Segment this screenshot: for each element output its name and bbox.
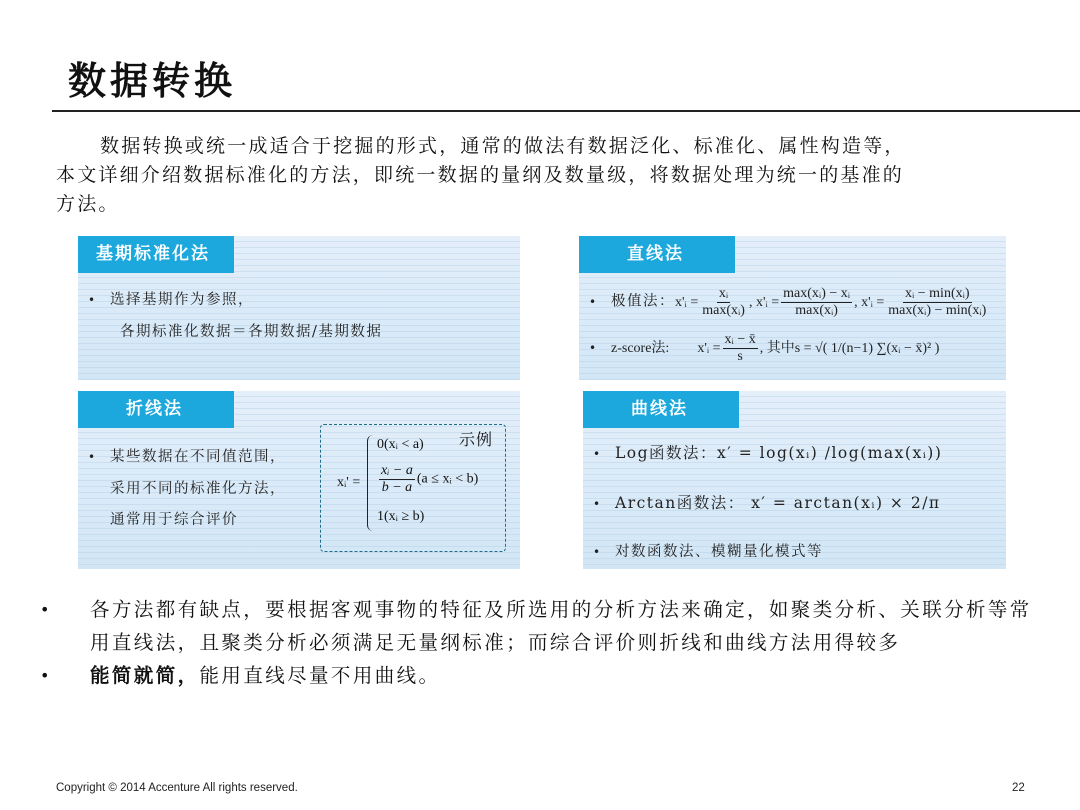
piecewise-lhs: xᵢ' = bbox=[337, 475, 361, 490]
panel-header: 折线法 bbox=[78, 391, 234, 428]
piecewise-line-1: 某些数据在不同值范围， bbox=[110, 449, 286, 465]
summary-item-1: 各方法都有缺点，要根据客观事物的特征及所选用的分析方法来确定，如聚类分析、关联分析等常用直线法，且聚类分析必须满足无量纲标准；而综合评价则折线和曲线方法用得较多 bbox=[90, 598, 1032, 654]
piecewise-line-3: 通常用于综合评价 bbox=[110, 512, 238, 528]
bullet-icon: • bbox=[589, 340, 598, 355]
log-method: Log函数法：x′ = log(xᵢ) /log(max(xᵢ)) bbox=[615, 444, 943, 462]
example-label: 示例 bbox=[458, 430, 493, 449]
base-period-bullet: 选择基期作为参照， bbox=[110, 292, 254, 308]
bullet-icon: • bbox=[593, 545, 602, 559]
panel-piecewise bbox=[78, 391, 520, 569]
page-number: 22 bbox=[1012, 782, 1025, 794]
bullet-icon: • bbox=[88, 293, 97, 307]
example-box bbox=[320, 424, 506, 552]
minmax-label: 极值法： bbox=[611, 293, 675, 310]
minmax-formula: x'ᵢ = $\frac{\text{xᵢ}}{\text{max(xᵢ)}}$ , x'ᵢ = $\frac{\text{max(xᵢ) − xᵢ}}{\text{max(xᵢ)}}$ , x'ᵢ = $\frac{\text{xᵢ − min(xᵢ)}}{\text{max(xᵢ) − min(xᵢ)}}$ bbox=[675, 286, 987, 318]
bullet-icon: • bbox=[593, 447, 602, 461]
title-divider bbox=[52, 110, 1080, 112]
slide-title: 数据转换 bbox=[68, 59, 237, 103]
bullet-icon: • bbox=[593, 497, 602, 511]
bullet-icon: • bbox=[88, 450, 97, 464]
other-methods: 对数函数法、模糊量化模式等 bbox=[615, 544, 823, 560]
panel-header: 直线法 bbox=[579, 236, 735, 273]
brace-icon bbox=[367, 435, 375, 531]
zscore-label: z-score法: bbox=[611, 340, 670, 356]
piecewise-case-3: 1(xᵢ ≥ b) bbox=[377, 509, 425, 524]
bullet-icon: • bbox=[40, 666, 52, 685]
summary-item bbox=[40, 593, 1050, 659]
bullet-icon: • bbox=[40, 600, 52, 619]
copyright-footer: Copyright © 2014 Accenture All rights reserved. bbox=[56, 782, 298, 794]
piecewise-case-2: $\frac{\text{xᵢ − a}}{b - a}$ (a ≤ xᵢ < b) bbox=[381, 463, 479, 495]
bullet-icon: • bbox=[589, 294, 598, 309]
piecewise-line-2: 采用不同的标准化方法， bbox=[110, 481, 286, 497]
summary-item-2-emphasis: 能简就简， bbox=[90, 664, 200, 687]
arctan-method: Arctan函数法： x′ = arctan(xᵢ) × 2/π bbox=[615, 494, 941, 512]
summary-list bbox=[40, 593, 1050, 692]
summary-item-2-text: 能用直线尽量不用曲线。 bbox=[199, 664, 441, 687]
panel-curve bbox=[583, 391, 1006, 569]
intro-line-2: 本文详细介绍数据标准化的方法，即统一数据的量纲及数量级，将数据处理为统一的基准的 bbox=[56, 164, 905, 186]
panel-header: 曲线法 bbox=[583, 391, 739, 428]
panel-header: 基期标准化法 bbox=[78, 236, 234, 273]
panel-linear bbox=[579, 236, 1006, 380]
piecewise-case-1: 0(xᵢ < a) bbox=[377, 437, 424, 452]
base-period-formula: 各期标准化数据＝各期数据/基期数据 bbox=[120, 324, 383, 340]
intro-paragraph bbox=[56, 132, 1036, 219]
panel-base-period bbox=[78, 236, 520, 380]
summary-item bbox=[40, 659, 1050, 692]
intro-line-1: 数据转换或统一成适合于挖掘的形式，通常的做法有数据泛化、标准化、属性构造等， bbox=[100, 135, 906, 157]
zscore-formula: x'ᵢ = $\frac{\text{xᵢ − x̄}}{s}$ , 其中s = √( 1/(n−1) ∑(xᵢ − x̄)² ) bbox=[697, 332, 940, 364]
intro-line-3: 方法。 bbox=[56, 193, 120, 215]
